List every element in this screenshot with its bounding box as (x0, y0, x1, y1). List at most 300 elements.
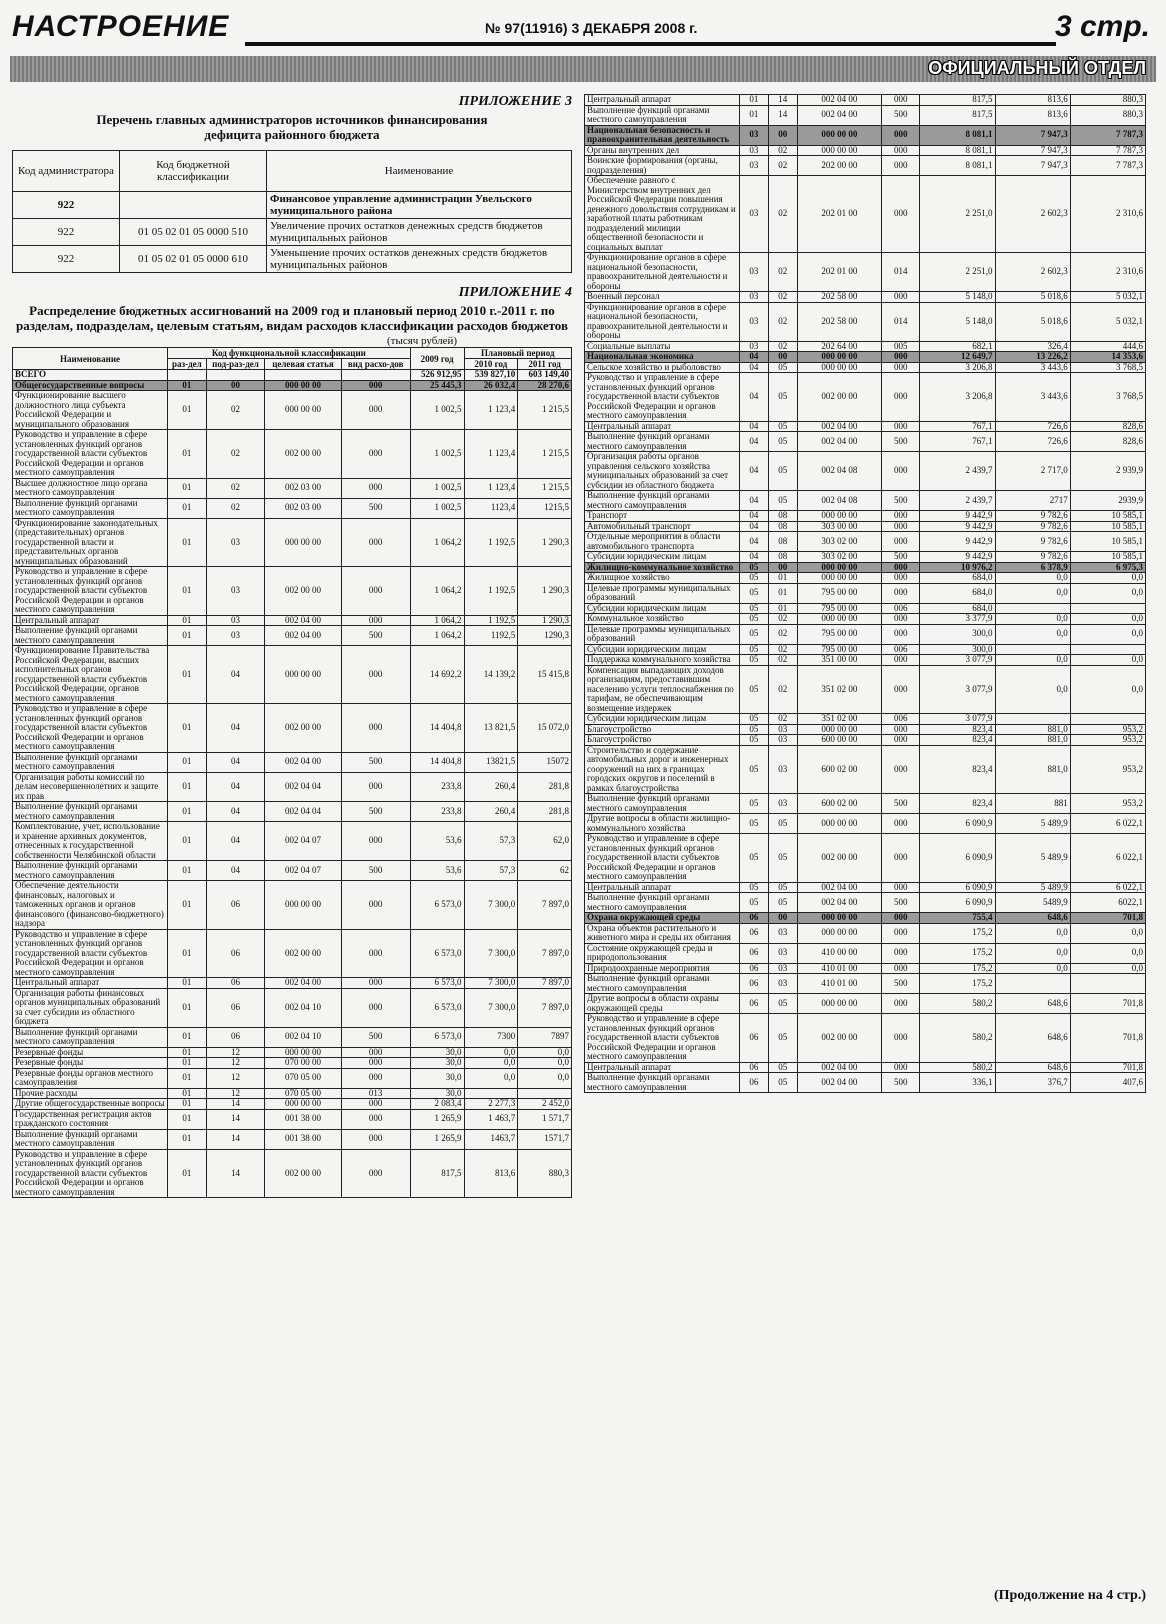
row-name: Руководство и управление в сфере установленных функций органов государственной власти субъектов Российской Федерации и органов местного самоуправления (13, 704, 168, 753)
code-cell (168, 370, 207, 381)
row-name: Национальная безопасность и правоохранительная деятельность (585, 125, 740, 145)
code-cell: 500 (341, 626, 410, 646)
code-cell: 08 (768, 532, 797, 552)
code-cell: 000 (341, 1047, 410, 1058)
code-cell: 05 (740, 583, 769, 603)
row-name: Выполнение функций органами местного самоуправления (585, 1073, 740, 1093)
amount-cell: 0,0 (1070, 665, 1145, 714)
code-cell: 000 (882, 421, 920, 432)
code-cell: 002 00 00 (265, 430, 341, 479)
code-cell: 002 04 00 (797, 105, 881, 125)
table-row (13, 646, 572, 704)
amount-cell: 260,4 (464, 802, 518, 822)
table-row (585, 532, 1146, 552)
code-cell: 03 (740, 156, 769, 176)
code-cell: 002 04 00 (797, 893, 881, 913)
table-row (585, 253, 1146, 292)
code-cell: 002 04 00 (265, 615, 341, 626)
code-cell: 410 01 00 (797, 974, 881, 994)
amount-cell: 3 768,5 (1070, 373, 1145, 422)
code-cell: 01 (168, 391, 207, 430)
row-name: Функционирование высшего должностного лица субъекта Российской Федерации и муниципального образования (13, 391, 168, 430)
amount-cell: 15 072,0 (518, 704, 572, 753)
code-cell: 05 (768, 452, 797, 491)
table-row (585, 913, 1146, 924)
code-cell: 01 (168, 861, 207, 881)
code-cell: 01 (168, 704, 207, 753)
row-name: Выполнение функций органами местного самоуправления (585, 794, 740, 814)
code-cell: 02 (768, 292, 797, 303)
amount-cell: 0,0 (464, 1058, 518, 1069)
amount-cell: 7 300,0 (464, 988, 518, 1027)
code-cell: 01 (168, 1109, 207, 1129)
code-cell: 000 00 00 (797, 913, 881, 924)
row-name: Субсидии юридическим лицам (585, 714, 740, 725)
row-name: Государственная регистрация актов гражданского состояния (13, 1109, 168, 1129)
row-name: Целевые программы муниципальных образований (585, 624, 740, 644)
code-cell: 03 (768, 724, 797, 735)
code-cell: 002 00 00 (797, 373, 881, 422)
table-row (13, 1047, 572, 1058)
amount-cell: 0,0 (995, 923, 1070, 943)
row-name: Выполнение функций органами местного самоуправления (13, 861, 168, 881)
code-cell: 000 (341, 1068, 410, 1088)
code-cell: 06 (206, 1027, 265, 1047)
code-cell: 000 (341, 772, 410, 802)
table-row (13, 1149, 572, 1198)
code-cell: 000 00 00 (797, 362, 881, 373)
amount-cell: 953,2 (1070, 745, 1145, 794)
table-row (585, 491, 1146, 511)
code-cell (265, 370, 341, 381)
amount-cell: 6 573,0 (410, 929, 464, 978)
header-razdel: раз-дел (168, 359, 207, 370)
amount-cell: 28 270,6 (518, 380, 572, 391)
code-cell: 202 00 00 (797, 156, 881, 176)
table-row (13, 478, 572, 498)
row-name: Выполнение функций органами местного самоуправления (585, 974, 740, 994)
header-plan: Плановый период (464, 348, 572, 359)
table-row (585, 292, 1146, 303)
code-cell: 04 (206, 704, 265, 753)
row-name: Прочие расходы (13, 1088, 168, 1099)
code-cell: 05 (740, 644, 769, 655)
table-row (13, 391, 572, 430)
code-cell: 05 (768, 491, 797, 511)
amount-cell: 0,0 (518, 1058, 572, 1069)
code-cell: 500 (882, 974, 920, 994)
header-target: целевая статья (265, 359, 341, 370)
code-cell: 000 (882, 814, 920, 834)
code-cell: 002 04 00 (265, 752, 341, 772)
code-cell: 08 (768, 521, 797, 532)
amount-cell: 10 976,2 (920, 562, 995, 573)
code-cell: 002 00 00 (797, 1014, 881, 1063)
code-cell: 03 (206, 615, 265, 626)
code-cell: 01 (168, 518, 207, 567)
code-cell: 03 (206, 567, 265, 616)
table-row (13, 822, 572, 861)
table-row (13, 1088, 572, 1099)
header-name: Наименование (267, 151, 572, 192)
amount-cell: 0,0 (1070, 573, 1145, 584)
amount-cell: 767,1 (920, 421, 995, 432)
code-cell: 000 (341, 380, 410, 391)
code-cell: 000 (882, 156, 920, 176)
row-name: Строительство и содержание автомобильных дорог и инженерных сооружений на них в границах городских округов и поселений в рамках благоустройства (585, 745, 740, 794)
code-cell: 000 00 00 (797, 511, 881, 522)
amount-cell: 701,8 (1070, 1014, 1145, 1063)
amount-cell: 57,3 (464, 861, 518, 881)
row-name: Воинские формирования (органы, подразделения) (585, 156, 740, 176)
code-cell: 05 (740, 624, 769, 644)
code-cell (341, 370, 410, 381)
amount-cell: 701,8 (1070, 994, 1145, 1014)
amount-cell: 7 897,0 (518, 988, 572, 1027)
header-code-group: Код функциональной классификации (168, 348, 411, 359)
row-name: Выполнение функций органами местного самоуправления (585, 105, 740, 125)
code-cell: 03 (740, 341, 769, 352)
code-cell: 000 (882, 882, 920, 893)
amount-cell: 3 077,9 (920, 714, 995, 725)
table-row (13, 1099, 572, 1110)
row-name: Охрана окружающей среды (585, 913, 740, 924)
amount-cell: 7 300,0 (464, 978, 518, 989)
amount-cell: 62 (518, 861, 572, 881)
row-name: Выполнение функций органами местного самоуправления (13, 1129, 168, 1149)
code-cell: 600 02 00 (797, 794, 881, 814)
appendix-4-table-left (12, 347, 572, 1198)
code-cell: 014 (882, 302, 920, 341)
cell: 922 (13, 192, 120, 219)
code-cell: 04 (206, 646, 265, 704)
code-cell: 002 04 07 (265, 861, 341, 881)
row-name: Жилищное хозяйство (585, 573, 740, 584)
amount-cell: 10 585,1 (1070, 532, 1145, 552)
amount-cell: 1 123,4 (464, 478, 518, 498)
code-cell: 000 (882, 452, 920, 491)
code-cell: 000 (341, 1058, 410, 1069)
amount-cell: 0,0 (995, 963, 1070, 974)
table-row (13, 752, 572, 772)
table-row (585, 432, 1146, 452)
code-cell: 12 (206, 1047, 265, 1058)
code-cell: 06 (206, 881, 265, 930)
amount-cell: 3 443,6 (995, 373, 1070, 422)
code-cell: 000 (882, 176, 920, 253)
row-name: Выполнение функций органами местного самоуправления (13, 498, 168, 518)
amount-cell: 1192,5 (464, 626, 518, 646)
row-name: Целевые программы муниципальных образований (585, 583, 740, 603)
code-cell: 002 00 00 (797, 834, 881, 883)
table-row (585, 341, 1146, 352)
newspaper-title: НАСТРОЕНИЕ (12, 10, 230, 43)
code-cell: 02 (768, 714, 797, 725)
code-cell: 500 (882, 794, 920, 814)
code-cell: 05 (768, 362, 797, 373)
code-cell: 03 (206, 626, 265, 646)
code-cell: 14 (206, 1149, 265, 1198)
appendix-4-title: Распределение бюджетных ассигнований на 2009 год и плановый период 2010 г.-2011 г. по разделам, подразделам, целевым статьям, видам расходов классификации расходов бюджетов (15, 303, 569, 333)
code-cell: 000 (882, 943, 920, 963)
row-name: Военный персонал (585, 292, 740, 303)
code-cell: 05 (740, 614, 769, 625)
table-row (13, 246, 572, 273)
code-cell: 03 (206, 518, 265, 567)
row-name: Функционирование органов в сфере национальной безопасности, правоохранительной деятельности и обороны (585, 302, 740, 341)
amount-cell: 7897 (518, 1027, 572, 1047)
code-cell: 500 (341, 861, 410, 881)
amount-cell: 0,0 (1070, 963, 1145, 974)
amount-cell: 648,6 (995, 994, 1070, 1014)
row-name: Выполнение функций органами местного самоуправления (13, 1027, 168, 1047)
appendix-4-table-right (584, 94, 1146, 1093)
code-cell: 000 00 00 (797, 814, 881, 834)
amount-cell: 0,0 (995, 624, 1070, 644)
code-cell: 000 00 00 (265, 391, 341, 430)
table-row (585, 614, 1146, 625)
row-name: Центральный аппарат (585, 95, 740, 106)
amount-cell: 3 377,9 (920, 614, 995, 625)
code-cell: 000 (882, 373, 920, 422)
table-row (13, 881, 572, 930)
table-row (13, 704, 572, 753)
code-cell: 351 02 00 (797, 714, 881, 725)
row-name: Природоохранные мероприятия (585, 963, 740, 974)
code-cell: 500 (341, 498, 410, 518)
amount-cell: 2 083,4 (410, 1099, 464, 1110)
code-cell: 013 (341, 1088, 410, 1099)
table-row (13, 861, 572, 881)
section-title: ОФИЦИАЛЬНЫЙ ОТДЕЛ (928, 58, 1146, 78)
code-cell: 06 (740, 1062, 769, 1073)
row-name: Руководство и управление в сфере установленных функций органов государственной власти субъектов Российской Федерации и органов местного самоуправления (13, 1149, 168, 1198)
code-cell: 000 (882, 963, 920, 974)
code-cell: 05 (768, 882, 797, 893)
code-cell: 001 38 00 (265, 1129, 341, 1149)
amount-cell: 14 353,6 (1070, 352, 1145, 363)
code-cell: 06 (740, 1014, 769, 1063)
amount-cell: 281,8 (518, 772, 572, 802)
amount-cell: 300,0 (920, 644, 995, 655)
amount-cell: 0,0 (995, 655, 1070, 666)
code-cell: 002 03 00 (265, 478, 341, 498)
amount-cell: 1 265,9 (410, 1109, 464, 1129)
code-cell: 600 02 00 (797, 745, 881, 794)
code-cell: 006 (882, 603, 920, 614)
issue-date: № 97(11916) 3 ДЕКАБРЯ 2008 г. (485, 20, 698, 36)
row-name: Общегосударственные вопросы (13, 380, 168, 391)
code-cell: 202 64 00 (797, 341, 881, 352)
amount-cell: 5 018,6 (995, 292, 1070, 303)
table-row (585, 125, 1146, 145)
amount-cell: 326,4 (995, 341, 1070, 352)
code-cell: 01 (740, 105, 769, 125)
amount-cell: 6 022,1 (1070, 834, 1145, 883)
code-cell: 202 01 00 (797, 253, 881, 292)
code-cell: 002 04 10 (265, 988, 341, 1027)
amount-cell: 281,8 (518, 802, 572, 822)
amount-cell: 1 215,5 (518, 478, 572, 498)
table-row (13, 1058, 572, 1069)
code-cell: 01 (168, 615, 207, 626)
row-name: Центральный аппарат (13, 978, 168, 989)
amount-cell (995, 644, 1070, 655)
code-cell: 500 (882, 893, 920, 913)
code-cell: 002 04 00 (797, 882, 881, 893)
amount-cell: 6 378,9 (995, 562, 1070, 573)
code-cell: 070 05 00 (265, 1068, 341, 1088)
code-cell: 01 (168, 1027, 207, 1047)
amount-cell: 1215,5 (518, 498, 572, 518)
code-cell: 05 (768, 994, 797, 1014)
amount-cell: 444,6 (1070, 341, 1145, 352)
code-cell: 500 (341, 1027, 410, 1047)
code-cell: 000 (341, 391, 410, 430)
code-cell: 000 00 00 (265, 1099, 341, 1110)
table-row (585, 373, 1146, 422)
amount-cell: 2939,9 (1070, 491, 1145, 511)
row-name: Национальная экономика (585, 352, 740, 363)
code-cell: 03 (740, 176, 769, 253)
code-cell: 02 (206, 498, 265, 518)
cell: 922 (13, 219, 120, 246)
code-cell: 002 00 00 (265, 929, 341, 978)
amount-cell: 7 947,3 (995, 156, 1070, 176)
code-cell: 795 00 00 (797, 583, 881, 603)
amount-cell: 0,0 (1070, 614, 1145, 625)
code-cell: 00 (768, 352, 797, 363)
cell: Увеличение прочих остатков денежных средств бюджетов муниципальных районов (267, 219, 572, 246)
cell (120, 192, 267, 219)
code-cell: 03 (740, 253, 769, 292)
code-cell: 000 (882, 1062, 920, 1073)
amount-cell: 1 123,4 (464, 391, 518, 430)
code-cell: 410 00 00 (797, 943, 881, 963)
header-vid: вид расхо-дов (341, 359, 410, 370)
table-row (13, 988, 572, 1027)
amount-cell: 0,0 (995, 573, 1070, 584)
code-cell: 000 (882, 735, 920, 746)
code-cell: 03 (740, 302, 769, 341)
amount-cell: 2 439,7 (920, 491, 995, 511)
code-cell: 000 00 00 (797, 352, 881, 363)
code-cell: 01 (168, 772, 207, 802)
amount-cell: 1463,7 (464, 1129, 518, 1149)
amount-cell: 30,0 (410, 1047, 464, 1058)
table-row (585, 105, 1146, 125)
row-name: Руководство и управление в сфере установленных функций органов государственной власти субъектов Российской Федерации и органов местного самоуправления (13, 929, 168, 978)
code-cell: 000 (341, 1149, 410, 1198)
code-cell: 351 00 00 (797, 655, 881, 666)
amount-cell: 2 439,7 (920, 452, 995, 491)
code-cell: 000 (882, 745, 920, 794)
amount-cell: 5 148,0 (920, 302, 995, 341)
code-cell: 002 04 00 (797, 95, 881, 106)
header-budget-code: Код бюджетной классификации (120, 151, 267, 192)
row-name: Субсидии юридическим лицам (585, 603, 740, 614)
amount-cell: 1571,7 (518, 1129, 572, 1149)
amount-cell (1070, 714, 1145, 725)
amount-cell: 6 090,9 (920, 893, 995, 913)
row-name: Выполнение функций органами местного самоуправления (13, 626, 168, 646)
row-name: Руководство и управление в сфере установленных функций органов государственной власти субъектов Российской Федерации и органов местного самоуправления (13, 567, 168, 616)
code-cell: 600 00 00 (797, 735, 881, 746)
left-column (12, 88, 572, 1198)
code-cell: 000 (882, 583, 920, 603)
amount-cell: 881,0 (995, 735, 1070, 746)
right-column (584, 94, 1146, 1093)
amount-cell: 9 782,6 (995, 532, 1070, 552)
code-cell: 500 (882, 1073, 920, 1093)
code-cell: 000 00 00 (265, 1047, 341, 1058)
table-row (13, 929, 572, 978)
code-cell: 000 (882, 145, 920, 156)
amount-cell: 3 206,8 (920, 373, 995, 422)
code-cell: 05 (740, 714, 769, 725)
header-name: Наименование (13, 348, 168, 370)
code-cell: 014 (882, 253, 920, 292)
table-row (585, 511, 1146, 522)
code-cell: 05 (768, 1014, 797, 1063)
table-row (585, 665, 1146, 714)
amount-cell: 5 489,9 (995, 814, 1070, 834)
amount-cell: 3 206,8 (920, 362, 995, 373)
code-cell: 06 (206, 978, 265, 989)
amount-cell: 9 782,6 (995, 552, 1070, 563)
amount-cell: 1 064,2 (410, 518, 464, 567)
continuation-note: (Продолжение на 4 стр.) (994, 1588, 1146, 1603)
amount-cell: 57,3 (464, 822, 518, 861)
table-row (585, 362, 1146, 373)
code-cell: 000 00 00 (265, 518, 341, 567)
code-cell: 00 (768, 125, 797, 145)
row-name: Комплектование, учет, использование и хранение архивных документов, отнесенных к государственной собственности Челябинской области (13, 822, 168, 861)
table-row (13, 802, 572, 822)
amount-cell: 30,0 (410, 1068, 464, 1088)
appendix-3-label: ПРИЛОЖЕНИЕ 3 (458, 94, 572, 109)
amount-cell: 2 602,3 (995, 253, 1070, 292)
row-name: Центральный аппарат (13, 615, 168, 626)
code-cell (206, 370, 265, 381)
code-cell: 500 (882, 432, 920, 452)
amount-cell: 2 602,3 (995, 176, 1070, 253)
amount-cell: 2 251,0 (920, 176, 995, 253)
amount-cell: 5 489,9 (995, 882, 1070, 893)
code-cell: 06 (740, 1073, 769, 1093)
code-cell: 351 02 00 (797, 665, 881, 714)
code-cell: 01 (168, 1099, 207, 1110)
amount-cell: 1 265,9 (410, 1129, 464, 1149)
code-cell: 02 (768, 302, 797, 341)
row-name: Выполнение функций органами местного самоуправления (585, 491, 740, 511)
amount-cell: 7 300,0 (464, 881, 518, 930)
code-cell: 05 (768, 834, 797, 883)
code-cell: 01 (168, 1129, 207, 1149)
amount-cell: 881,0 (995, 724, 1070, 735)
code-cell: 000 00 00 (797, 145, 881, 156)
code-cell: 000 (341, 881, 410, 930)
amount-cell: 233,8 (410, 772, 464, 802)
code-cell: 500 (882, 105, 920, 125)
row-name: Компенсация выпадающих доходов организациям, предоставившим населению услуги теплоснабжения по тарифам, не обеспечивающим возмещение издержек (585, 665, 740, 714)
code-cell: 02 (768, 624, 797, 644)
code-cell: 01 (168, 1149, 207, 1198)
code-cell: 000 00 00 (797, 614, 881, 625)
code-cell: 002 04 08 (797, 452, 881, 491)
units-note: (тысяч рублей) (386, 335, 458, 347)
cell: Финансовое управление администрации Увельского муниципального района (267, 192, 572, 219)
